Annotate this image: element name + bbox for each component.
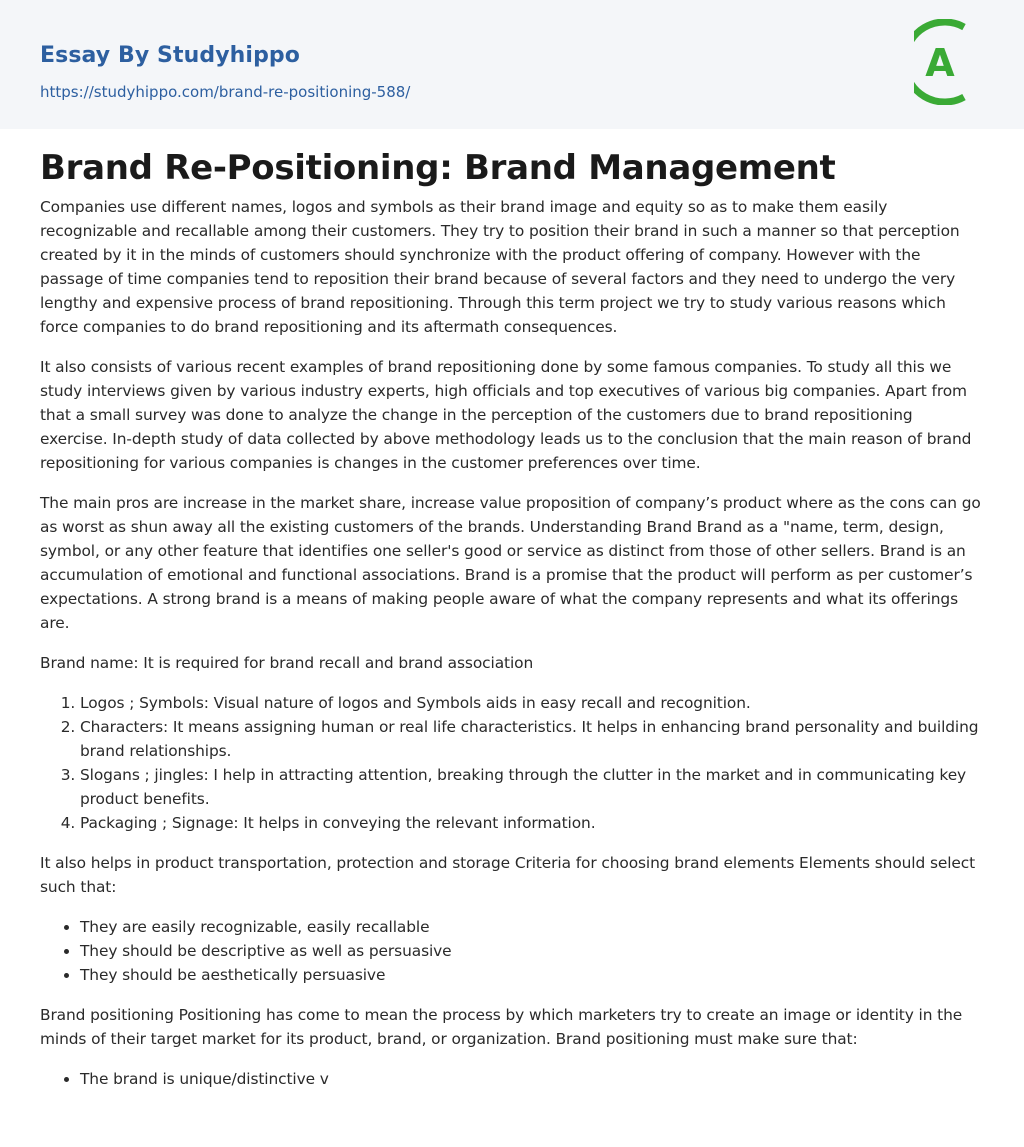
- article-url-link[interactable]: https://studyhippo.com/brand-re-positioning-588/: [40, 83, 411, 101]
- paragraph-intro: Companies use different names, logos and symbols as their brand image and equity so as to make them easily recognizable and recallable among their customers. They try to position their brand in such a manner so that perception created by it in the minds of customers should synchronize with the product offering of company. However with the passage of time companies tend to reposition their brand because of several factors and they need to undergo the very lengthy and expensive process of brand repositioning. Through this term project we try to study various reasons which force companies to do brand repositioning and its aftermath consequences.: [40, 198, 960, 336]
- paragraph-examples: It also consists of various recent examples of brand repositioning done by some famous companies. To study all this we study interviews given by various industry experts, high officials and top executives of various big companies. Apart from that a small survey was done to analyze the change in the perception of the customers due to brand repositioning exercise. In-depth study of data collected by above methodology leads us to the conclusion that the main reason of brand repositioning for various companies is changes in the customer preferences over time.: [40, 358, 972, 472]
- list-item: • They should be aesthetically persuasive: [80, 963, 984, 987]
- list-item: 3. Slogans ; jingles: I help in attracting attention, breaking through the clutter in the market and in communicating key product benefits.: [80, 763, 984, 811]
- logo-letter: A: [925, 41, 955, 85]
- site-title: Essay By Studyhippo: [40, 43, 300, 68]
- article: [0, 147, 1024, 1091]
- article-title: Brand Re-Positioning: Brand Management: [40, 148, 836, 188]
- positioning-list: [40, 1067, 984, 1091]
- list-item: 2. Characters: It means assigning human or real life characteristics. It helps in enhancing brand personality and building brand relationships.: [80, 715, 984, 763]
- paragraph-pros-cons: The main pros are increase in the market share, increase value proposition of company’s product where as the cons can go as worst as shun away all the existing customers of the brands. Understanding Brand Brand as a "name, term, design, symbol, or any other feature that identifies one seller's good or service as distinct from those of other sellers. Brand is an accumulation of emotional and functional associations. Brand is a promise that the product will perform as per customer’s expectations. A strong brand is a means of making people aware of what the company represents and what its offerings are.: [40, 494, 981, 632]
- studyhippo-logo-icon[interactable]: [914, 19, 984, 105]
- paragraph-positioning: Brand positioning Positioning has come to mean the process by which marketers try to create an image or identity in the minds of their target market for its product, brand, or organization. Brand positioning must make sure that:: [40, 1006, 963, 1048]
- site-header: [0, 0, 1024, 129]
- criteria-list: [40, 915, 984, 987]
- list-item: 4. Packaging ; Signage: It helps in conveying the relevant information.: [80, 811, 984, 835]
- list-item: 1. Logos ; Symbols: Visual nature of logos and Symbols aids in easy recall and recognition.: [80, 691, 984, 715]
- list-item: • They are easily recognizable, easily recallable: [80, 915, 984, 939]
- paragraph-criteria: It also helps in product transportation, protection and storage Criteria for choosing brand elements Elements should select such that:: [40, 854, 976, 896]
- paragraph-brand-name: Brand name: It is required for brand recall and brand association: [40, 654, 534, 672]
- list-item: • The brand is unique/distinctive v: [80, 1067, 984, 1091]
- list-item: • They should be descriptive as well as persuasive: [80, 939, 984, 963]
- brand-elements-list: [40, 691, 984, 835]
